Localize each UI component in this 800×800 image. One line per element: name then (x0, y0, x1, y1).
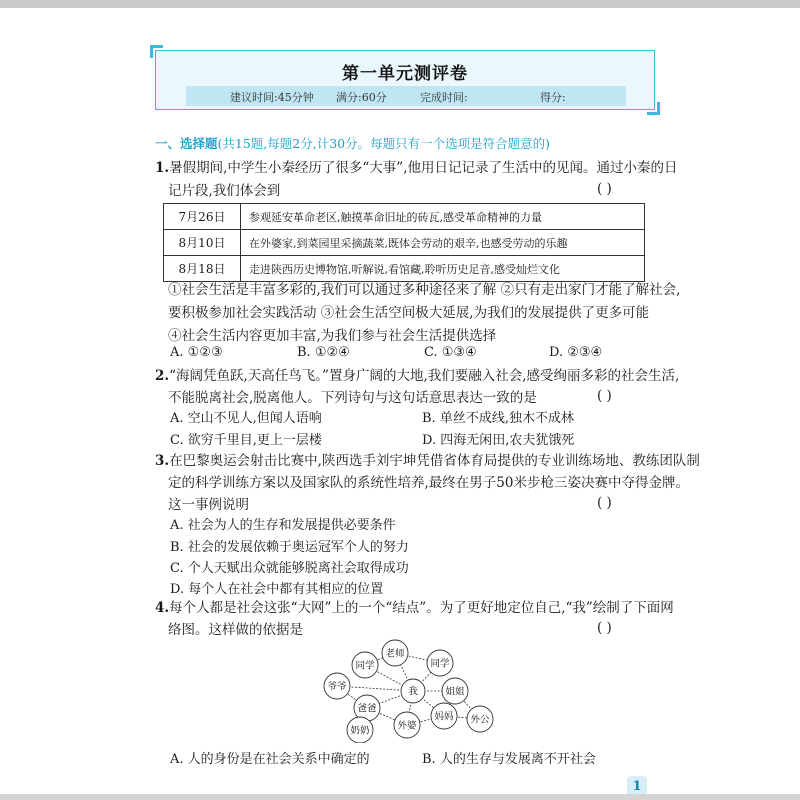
test-header-box (155, 50, 655, 110)
question-4-line-1 (155, 598, 674, 618)
question-3-line-1 (155, 451, 700, 471)
table-row (164, 230, 645, 256)
page-top-edge (0, 0, 800, 8)
option-c[interactable]: C. 个人天赋出众就能够脱离社会取得成功 (170, 561, 409, 576)
answer-blank[interactable]: ( ) (597, 495, 612, 511)
question-text: 每个人都是社会这张“大网”上的一个“结点”。为了更好地定位自己,“我”绘制了下面网 (169, 600, 674, 616)
diary-entry: 走进陕西历史博物馆,听解说,看馆藏,聆听历史足音,感受灿烂文化 (241, 256, 645, 282)
diary-date: 8月18日 (164, 256, 241, 282)
answer-blank[interactable]: ( ) (597, 388, 612, 404)
diary-date: 7月26日 (164, 204, 241, 230)
test-info-bar (186, 86, 626, 106)
option-a[interactable]: A. ①②③ (170, 345, 223, 360)
question-number: 1. (155, 160, 170, 176)
question-3-line-2: 定的科学训练方案以及国家队的系统性培养,最终在男子50米步枪三姿决赛中夺得金牌。 (168, 475, 689, 491)
option-b[interactable]: B. 社会的发展依赖于奥运冠军个人的努力 (170, 540, 409, 555)
page-bottom-edge (0, 794, 800, 800)
node-label: 奶奶 (350, 725, 370, 737)
node-label: 我 (408, 686, 418, 698)
option-d[interactable]: D. 每个人在社会中都有其相应的位置 (170, 582, 384, 597)
node-label: 姐姐 (445, 686, 465, 698)
section-note: (共15题,每题2分,计30分。每题只有一个选项是符合题意的) (217, 136, 550, 151)
answer-blank[interactable]: ( ) (597, 620, 612, 636)
question-2-line-1 (155, 366, 679, 386)
question-1-statement-1: ①社会生活是丰富多彩的,我们可以通过多种途径来了解 ②只有走出家门才能了解社会, (168, 282, 681, 298)
corner-decoration (647, 102, 660, 115)
node-label: 外公 (470, 714, 490, 726)
option-a[interactable]: A. 社会为人的生存和发展提供必要条件 (170, 518, 396, 533)
score-obtained: 得分: (540, 91, 566, 104)
diary-table (163, 203, 645, 282)
answer-blank[interactable]: ( ) (597, 181, 612, 197)
section-title: 一、选择题 (155, 136, 218, 151)
question-3-line-3: 这一事例说明 (168, 497, 249, 513)
option-a[interactable]: A. 空山不见人,但闻人语响 (170, 411, 322, 426)
question-1-line-2: 记片段,我们体会到 (168, 183, 281, 199)
table-row (164, 204, 645, 230)
node-label: 爷爷 (327, 681, 347, 693)
question-2-line-2: 不能脱离社会,脱离他人。下列诗句与这句话意思表达一致的是 (168, 390, 537, 406)
corner-decoration (150, 45, 163, 58)
question-4-line-2: 络图。这样做的依据是 (168, 622, 303, 638)
table-row (164, 256, 645, 282)
option-c[interactable]: C. ①③④ (424, 345, 477, 360)
diary-entry: 参观延安革命老区,触摸革命旧址的砖瓦,感受革命精神的力量 (241, 204, 645, 230)
suggested-time: 建议时间:45分钟 (230, 91, 314, 104)
node-label: 妈妈 (434, 711, 454, 723)
question-number: 4. (155, 600, 170, 616)
question-text: 暑假期间,中学生小秦经历了很多“大事”,他用日记记录了生活中的见闻。通过小秦的日 (169, 160, 678, 176)
question-number: 2. (155, 368, 170, 384)
question-text: “海阔凭鱼跃,天高任鸟飞。”置身广阔的大地,我们要融入社会,感受绚丽多彩的社会生活, (169, 368, 680, 384)
diary-date: 8月10日 (164, 230, 241, 256)
relationship-network-diagram (310, 638, 510, 743)
option-b[interactable]: B. ①②④ (297, 345, 350, 360)
section-heading (155, 134, 550, 152)
diary-entry: 在外婆家,到菜园里采摘蔬菜,既体会劳动的艰辛,也感受劳动的乐趣 (241, 230, 645, 256)
option-a[interactable]: A. 人的身份是在社会关系中确定的 (170, 752, 370, 767)
page-number: 1 (627, 776, 647, 798)
node-label: 同学 (430, 658, 450, 670)
question-1-statement-3: ④社会生活内容更加丰富,为我们参与社会生活提供选择 (168, 328, 497, 344)
option-d[interactable]: D. 四海无闲田,农夫犹饿死 (422, 433, 575, 448)
question-number: 3. (155, 453, 170, 469)
option-b[interactable]: B. 人的生存与发展离不开社会 (422, 752, 596, 767)
option-c[interactable]: C. 欲穷千里目,更上一层楼 (170, 433, 322, 448)
option-d[interactable]: D. ②③④ (549, 345, 603, 360)
node-label: 爸爸 (357, 703, 377, 715)
page-title: 第一单元测评卷 (342, 64, 468, 84)
option-b[interactable]: B. 单丝不成线,独木不成林 (422, 411, 574, 426)
completion-time: 完成时间: (420, 91, 468, 104)
node-label: 外婆 (397, 720, 417, 732)
full-score: 满分:60分 (336, 91, 387, 104)
question-text: 在巴黎奥运会射击比赛中,陕西选手刘宇坤凭借省体育局提供的专业训练场地、教练团队制 (169, 453, 700, 469)
node-label: 老师 (385, 648, 405, 660)
question-1-statement-2: 要积极参加社会实践活动 ③社会生活空间极大延展,为我们的发展提供了更多可能 (168, 305, 650, 321)
question-1-line-1 (155, 158, 677, 178)
node-label: 同学 (355, 660, 375, 672)
